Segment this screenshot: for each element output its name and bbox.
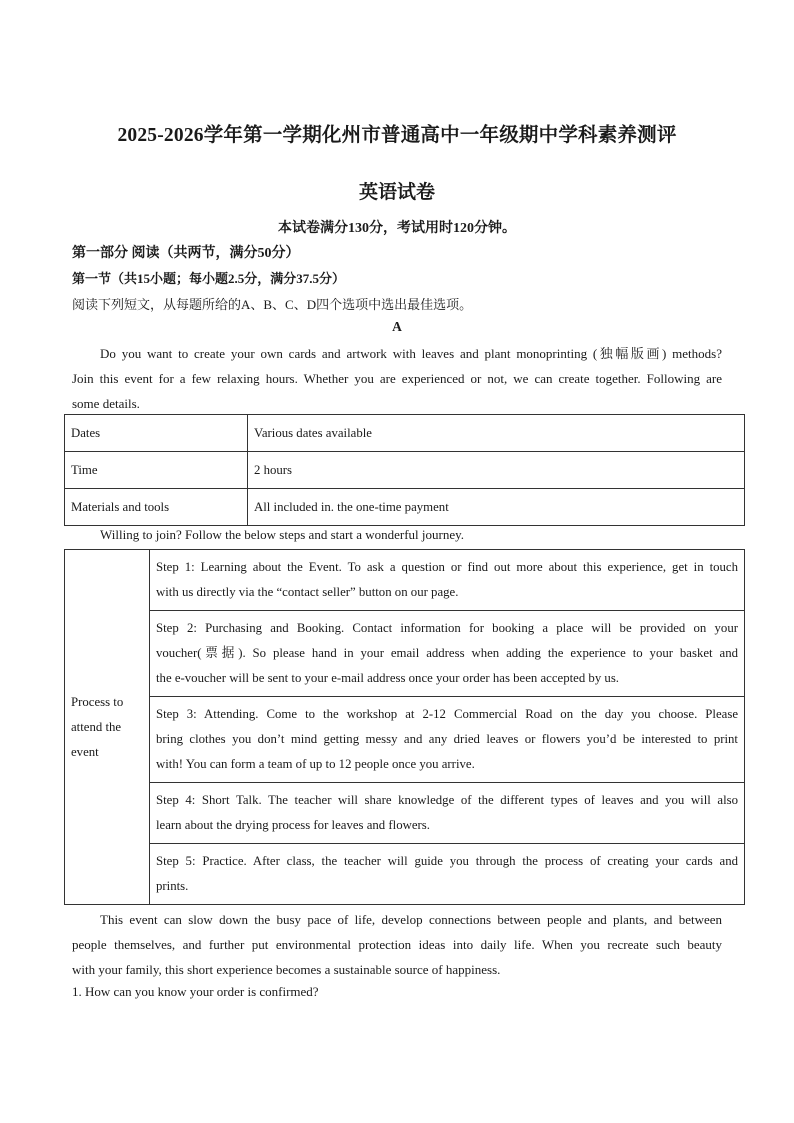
process-label-line: attend the xyxy=(71,719,122,734)
passage-label: A xyxy=(392,319,402,334)
table-row xyxy=(65,844,745,905)
table-cell-label: Dates xyxy=(65,415,248,452)
table-row xyxy=(65,415,745,452)
table-cell-value: 2 hours xyxy=(248,452,745,489)
step-line: with! You can form a team of up to 12 people once you arrive. xyxy=(156,757,475,771)
step-1-cell xyxy=(150,550,745,611)
closing-line: with your family, this short experience becomes a sustainable source of happiness. xyxy=(72,962,501,977)
table-cell-value: All included in. the one-time payment xyxy=(248,489,745,526)
table-row xyxy=(65,611,745,697)
step-line: prints. xyxy=(156,879,189,893)
closing-line: people themselves, and further put environmental protection ideas into daily life. When you recreate such beauty xyxy=(72,937,722,952)
step-line: Step 1: Learning about the Event. To ask a question or find out more about this experience, get in touch xyxy=(156,560,738,574)
step-line: Step 5: Practice. After class, the teacher will guide you through the process of creating your cards and xyxy=(156,854,738,868)
step-line: the e-voucher will be sent to your e-mail address once your order has been accepted by us. xyxy=(156,671,620,685)
process-table xyxy=(64,549,745,905)
step-2-cell xyxy=(150,611,745,697)
table-row xyxy=(65,452,745,489)
process-label-line: Process to xyxy=(71,694,124,709)
intro-line: Join this event for a few relaxing hours. Whether you are experienced or not, we can create together. Following are xyxy=(72,371,722,386)
step-line: Step 4: Short Talk. The teacher will share knowledge of the different types of leaves and you will also xyxy=(156,793,738,807)
intro-paragraph xyxy=(72,341,722,416)
step-line: with us directly via the “contact seller” button on our page. xyxy=(156,585,459,599)
details-table xyxy=(64,414,745,526)
process-label-cell xyxy=(65,550,150,905)
intro-line: some details. xyxy=(72,396,140,411)
exam-note: 本试卷满分130分，考试用时120分钟。 xyxy=(278,221,516,236)
table-cell-label: Materials and tools xyxy=(65,489,248,526)
join-text: Willing to join? Follow the below steps and start a wonderful journey. xyxy=(100,527,465,542)
part-heading: 第一部分 阅读（共两节，满分50分） xyxy=(72,246,300,261)
process-label-line: event xyxy=(71,744,99,759)
instruction-text: 阅读下列短文，从每题所给的A、B、C、D四个选项中选出最佳选项。 xyxy=(72,297,473,312)
table-row xyxy=(65,697,745,783)
step-line: bring clothes you don’t mind getting messy and any dried leaves or flowers you’d be interested to print xyxy=(156,732,738,746)
table-row xyxy=(65,550,745,611)
table-cell-label: Time xyxy=(65,452,248,489)
table-row xyxy=(65,489,745,526)
intro-line: Do you want to create your own cards and artwork with leaves and plant monoprinting (独幅版画) methods? xyxy=(100,346,722,361)
step-3-cell xyxy=(150,697,745,783)
step-5-cell xyxy=(150,844,745,905)
table-cell-value: Various dates available xyxy=(248,415,745,452)
question-1: 1. How can you know your order is confirmed? xyxy=(72,984,319,999)
section-heading: 第一节（共15小题；每小题2.5分，满分37.5分） xyxy=(72,271,346,286)
step-line: voucher(票据). So please hand in your email address when adding the experience to your basket and xyxy=(156,646,738,660)
step-line: Step 3: Attending. Come to the workshop at 2-12 Commercial Road on the day you choose. Please xyxy=(156,707,738,721)
table-row xyxy=(65,783,745,844)
step-4-cell xyxy=(150,783,745,844)
step-line: learn about the drying process for leaves and flowers. xyxy=(156,818,430,832)
exam-title: 2025-2026学年第一学期化州市普通高中一年级期中学科素养测评 xyxy=(117,125,677,146)
exam-subtitle: 英语试卷 xyxy=(358,182,435,203)
step-line: Step 2: Purchasing and Booking. Contact information for booking a place will be provided on your xyxy=(156,621,738,635)
closing-paragraph xyxy=(72,907,722,982)
closing-line: This event can slow down the busy pace of life, develop connections between people and plants, and between xyxy=(100,912,722,927)
